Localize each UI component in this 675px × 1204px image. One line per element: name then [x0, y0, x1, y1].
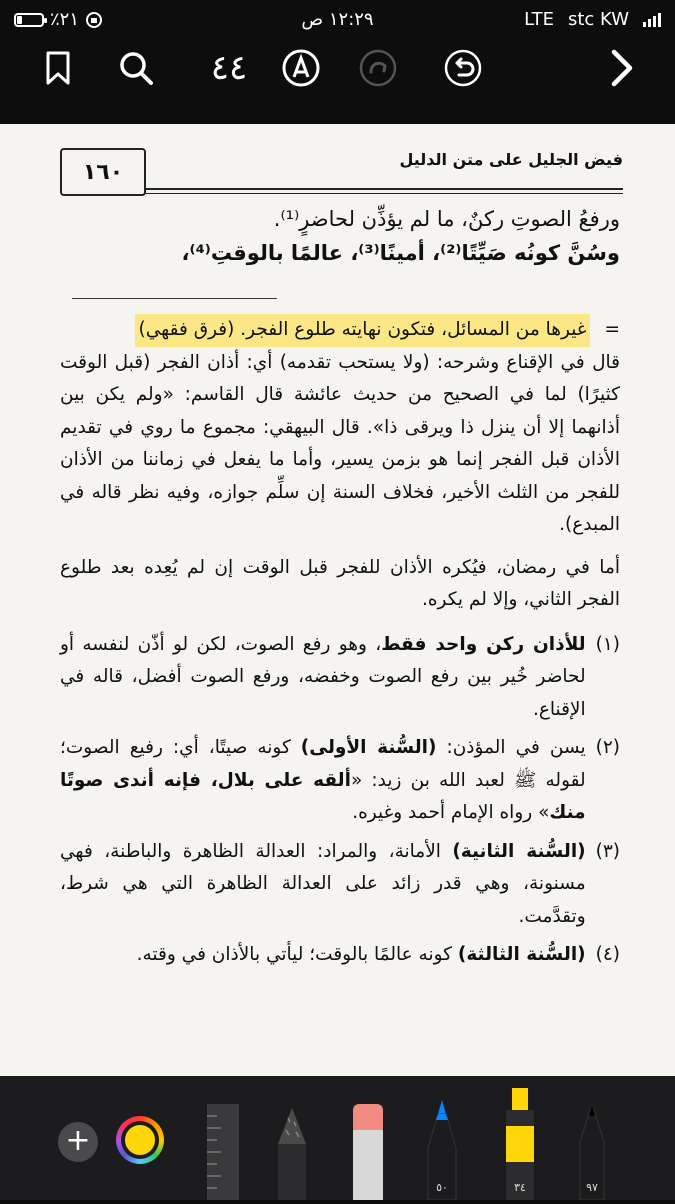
footnote-text: ، وهو رفع الصوت، لكن لو أذّن لنفسه أو لحاضر خُير بين رفع الصوت وخفضه، ورفع الصوت أفضل، قاله في الإقناع.: [60, 633, 586, 720]
network-type: LTE: [524, 9, 554, 30]
pen-blue-label: ٥٠: [436, 1181, 448, 1194]
footnote-text: الأمانة، والمراد: العدالة الظاهرة والباطنة، فهي مسنونة، وهي قدر زائد على العدالة الظاهرة التي هي شرط، وتقدَّمت.: [60, 840, 586, 927]
highlighted-line: [60, 314, 620, 347]
book-page: [0, 124, 675, 1076]
markup-pen-icon: [281, 48, 321, 88]
footnote-text: كونه عالمًا بالوقت؛ ليأتي بالأذان في وقته.: [136, 944, 458, 965]
footnote-bold: (السُّنة الثالثة): [457, 944, 586, 965]
add-tool-button[interactable]: +: [58, 1122, 98, 1162]
eraser-tool[interactable]: [350, 1104, 386, 1200]
verse-line-2: وسُنَّ كونُه صَيِّتًا⁽²⁾، أمينًا⁽³⁾، عالمًا بالوقتِ⁽⁴⁾،: [181, 241, 620, 265]
status-right: [524, 9, 661, 30]
page-number-button[interactable]: ٤٤: [210, 48, 248, 88]
commentary: [60, 314, 620, 972]
undo-icon: [443, 48, 483, 88]
verse-separator: [72, 298, 277, 299]
footnote-number: (٢): [595, 737, 620, 758]
header-rule-thin: [142, 193, 623, 194]
footnote-bold: للأذان ركن واحد فقط: [381, 633, 586, 655]
footnote-pre: يسن في المؤذن:: [436, 737, 586, 758]
markup-button[interactable]: [279, 40, 323, 96]
pen-black-label: ٩٧: [586, 1181, 598, 1194]
paragraph-1: قال في الإقناع وشرحه: (ولا يستحب تقدمه) أي: أذان الفجر (قبل الوقت كثيرًا) لما في الصحيح من حديث عائشة قال القاسم: «ولم يكن بين أذانهما إلا أن ينزل ذا ويرقى ذا». قال البيهقي: مجموع ما روي في تقديم الأذان قبل الفجر إنما هو بزمن يسير، وأما ما يفعل في زماننا من الأذان للفجر من الثلث الأخير، فخلاف السنة إن سلِّم جوازه، وفيه نظر قاله في المبدع).: [60, 351, 620, 535]
footnote-bold: (السُّنة الأولى): [300, 737, 437, 758]
redo-button[interactable]: [356, 40, 400, 96]
clock: ١٢:٢٩ ص: [301, 9, 374, 30]
ruler-tool[interactable]: [205, 1104, 241, 1200]
page-number: ١٦٠: [60, 148, 146, 196]
verse-line-1: ورفعُ الصوتِ ركنٌ، ما لم يؤذِّن لحاضرٍ⁽¹⁾.: [273, 207, 620, 231]
next-button[interactable]: [602, 40, 642, 96]
page-header: [60, 148, 623, 198]
footnote-number: (٤): [595, 944, 620, 965]
markup-tool-tray: [0, 1076, 675, 1200]
bookmark-button[interactable]: [36, 40, 80, 96]
pen-blue-tool[interactable]: [424, 1100, 460, 1200]
pencil-tool[interactable]: [272, 1108, 312, 1200]
footnote-number: (٣): [595, 840, 620, 862]
undo-button[interactable]: [441, 40, 485, 96]
selected-color-swatch: [125, 1125, 155, 1155]
highlight-eq: =: [604, 319, 620, 340]
hadith-quote: ألقه على بلال، فإنه أندى صوتًا منك: [60, 769, 586, 823]
book-title: فيض الجليل على متن الدليل: [399, 150, 623, 169]
footnote-4: [60, 939, 620, 972]
footnote-2: [60, 732, 620, 830]
redo-icon: [358, 48, 398, 88]
marker-tool[interactable]: [500, 1088, 540, 1200]
footnote-bold: (السُّنة الثانية): [452, 840, 586, 862]
verse-text: [60, 202, 620, 270]
footnote-3: [60, 836, 620, 934]
chevron-right-icon: [610, 49, 634, 87]
carrier-name: stc KW: [567, 9, 629, 30]
bookmark-icon: [45, 51, 71, 85]
search-icon: [118, 50, 154, 86]
footnote-number: (١): [595, 633, 620, 655]
pen-black-tool[interactable]: [574, 1104, 610, 1200]
signal-icon: [643, 13, 661, 27]
status-bar: [0, 0, 675, 38]
marker-label: ٣٤: [514, 1181, 526, 1194]
footnote-text: كونه صيتًا، أي: رفيع الصوت؛ لقوله ﷺ لعبد الله بن زيد: «: [60, 737, 586, 791]
footnote-1: [60, 629, 620, 727]
footnote-text-end: » رواه الإمام أحمد وغيره.: [352, 802, 550, 823]
search-button[interactable]: [112, 40, 160, 96]
color-picker-button[interactable]: [116, 1116, 164, 1164]
reader-toolbar: [0, 40, 675, 96]
highlight-text: غيرها من المسائل، فتكون نهايته طلوع الفجر. (فرق فقهي): [135, 314, 591, 347]
paragraph-2: أما في رمضان، فيُكره الأذان للفجر قبل الوقت إن لم يُعِده بعد طلوع الفجر الثاني، وإلا لم يكره.: [60, 556, 620, 610]
battery-percent: ٪٢١: [50, 9, 80, 30]
header-rule: [142, 188, 623, 190]
